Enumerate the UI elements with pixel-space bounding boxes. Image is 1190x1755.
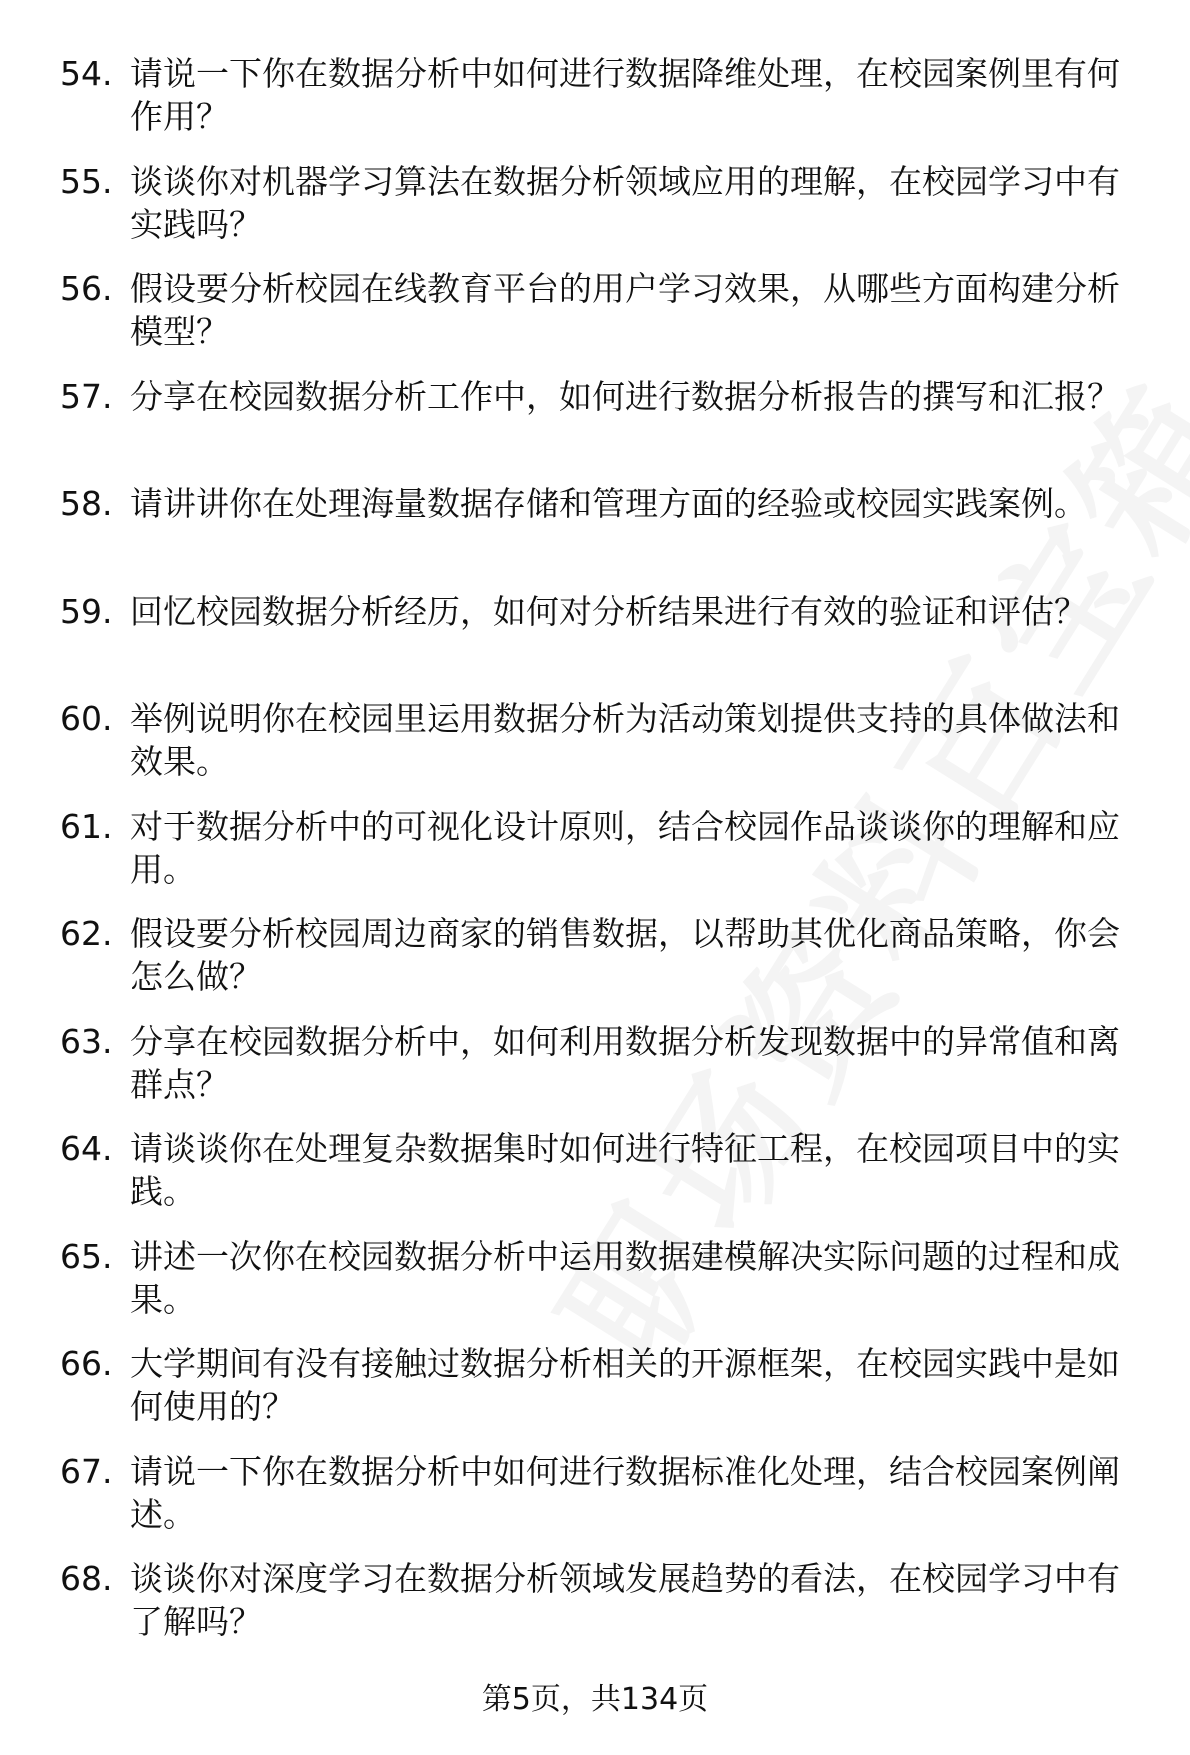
- list-item: [60, 1127, 1150, 1235]
- question-text: 回忆校园数据分析经历，如何对分析结果进行有效的验证和评估？: [130, 591, 1087, 631]
- question-number: 61.: [60, 806, 113, 846]
- question-text: 大学期间有没有接触过数据分析相关的开源框架，在校园实践中是如何使用的？: [130, 1344, 1120, 1426]
- list-item: [60, 1235, 1150, 1343]
- list-item: [60, 267, 1150, 375]
- list-item: [60, 375, 1150, 483]
- question-text: 对于数据分析中的可视化设计原则，结合校园作品谈谈你的理解和应用。: [130, 806, 1120, 889]
- question-number: 55.: [60, 161, 113, 201]
- list-item: [60, 1450, 1150, 1558]
- question-number: 63.: [60, 1021, 113, 1061]
- list-item: [60, 1342, 1150, 1450]
- question-number: 67.: [60, 1451, 113, 1491]
- question-text: 讲述一次你在校园数据分析中运用数据建模解决实际问题的过程和成果。: [130, 1236, 1120, 1319]
- list-item: [60, 805, 1150, 913]
- question-text: 请说一下你在数据分析中如何进行数据标准化处理，结合校园案例阐述。: [130, 1451, 1120, 1534]
- list-item: [60, 482, 1150, 590]
- question-number: 64.: [60, 1129, 113, 1168]
- list-item: [60, 160, 1150, 268]
- list-item: [60, 1557, 1150, 1665]
- question-number: 62.: [60, 914, 113, 953]
- question-text: 请谈谈你在处理复杂数据集时如何进行特征工程，在校园项目中的实践。: [130, 1129, 1120, 1211]
- list-item: [60, 697, 1150, 805]
- question-number: 59.: [60, 591, 113, 631]
- list-item: [60, 1020, 1150, 1128]
- question-number: 57.: [60, 376, 113, 416]
- question-number: 68.: [60, 1559, 113, 1598]
- list-item: [60, 52, 1150, 160]
- page-footer: 第5页，共134页: [481, 1682, 709, 1717]
- question-text: 假设要分析校园周边商家的销售数据，以帮助其优化商品策略，你会怎么做？: [130, 914, 1120, 996]
- question-list: [60, 52, 1150, 1665]
- question-number: 65.: [60, 1236, 113, 1276]
- question-text: 谈谈你对深度学习在数据分析领域发展趋势的看法，在校园学习中有了解吗？: [130, 1559, 1120, 1641]
- question-number: 60.: [60, 699, 113, 738]
- question-text: 举例说明你在校园里运用数据分析为活动策划提供支持的具体做法和效果。: [130, 699, 1120, 781]
- question-number: 58.: [60, 484, 113, 523]
- question-text: 请说一下你在数据分析中如何进行数据降维处理，在校园案例里有何作用？: [130, 54, 1120, 136]
- list-item: [60, 912, 1150, 1020]
- question-text: 分享在校园数据分析工作中，如何进行数据分析报告的撰写和汇报？: [130, 376, 1120, 416]
- question-text: 假设要分析校园在线教育平台的用户学习效果，从哪些方面构建分析模型？: [130, 269, 1120, 351]
- question-number: 66.: [60, 1344, 113, 1383]
- question-text: 请讲讲你在处理海量数据存储和管理方面的经验或校园实践案例。: [130, 484, 1087, 523]
- question-number: 54.: [60, 54, 113, 93]
- list-item: [60, 590, 1150, 698]
- question-number: 56.: [60, 269, 113, 308]
- question-text: 分享在校园数据分析中，如何利用数据分析发现数据中的异常值和离群点？: [130, 1021, 1120, 1104]
- question-text: 谈谈你对机器学习算法在数据分析领域应用的理解，在校园学习中有实践吗？: [130, 161, 1120, 244]
